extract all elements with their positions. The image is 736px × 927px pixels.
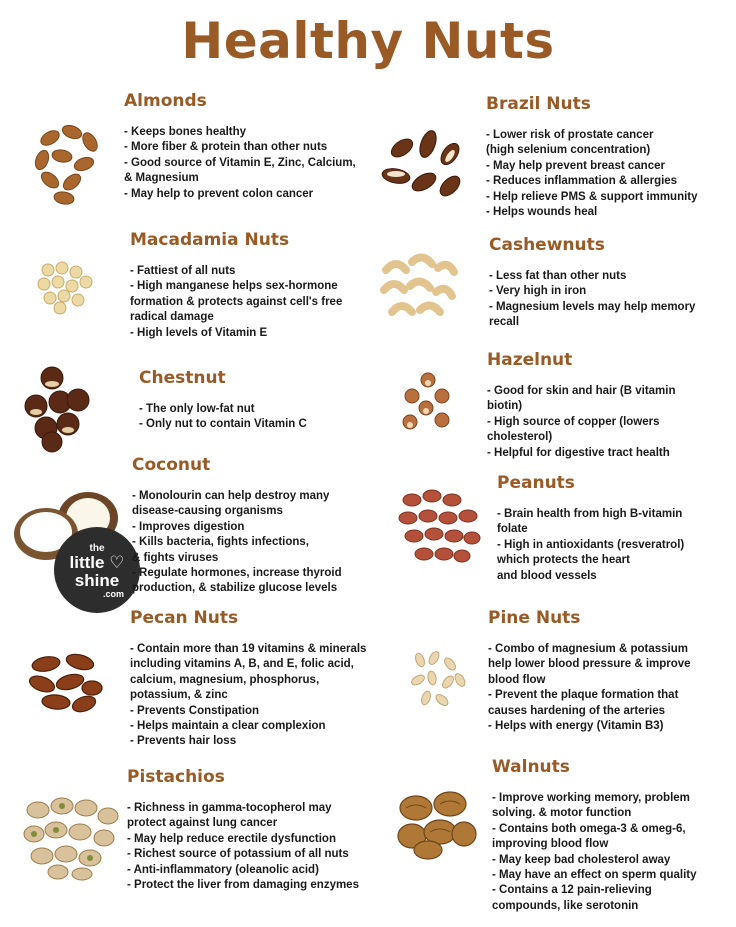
fact-line: formation & protects against cell's free [130,295,343,308]
nut-title: Pecan Nuts [130,608,239,628]
nut-title: Peanuts [497,473,575,493]
fact-line: solving. & motor function [492,807,632,820]
fact-line: production, & stabilize glucose levels [132,582,338,595]
fact-line: folate [497,523,528,536]
fact-line: - Prevents hair loss [130,735,237,748]
nut-section-hazelnut [487,350,676,461]
nut-section-pecan [130,608,366,750]
nut-facts [488,642,691,734]
nut-title: Walnuts [492,757,570,777]
fact-line: blood flow [488,673,546,686]
fact-line: - Richness in gamma-tocopherol may [127,802,332,814]
nut-facts [489,269,695,331]
nut-facts [127,801,359,893]
fact-line: - Protect the liver from damaging enzymes [127,879,359,892]
nut-title: Cashewnuts [489,235,605,255]
almonds-image [28,118,108,208]
fact-line: - High source of copper (lowers [487,415,660,428]
nut-facts [130,642,366,750]
fact-line: - Helps maintain a clear complexion [130,720,326,733]
nut-title: Macadamia Nuts [130,230,290,250]
nut-section-coconut [132,455,342,597]
fact-line: - May keep bad cholesterol away [492,853,671,866]
nut-title: Coconut [132,455,211,475]
fact-line: improving blood flow [492,838,609,851]
fact-line: - Less fat than other nuts [489,270,627,282]
nut-facts [492,791,697,914]
fact-line: - Contain more than 19 vitamins & minerals [130,643,367,655]
fact-line: - High in antioxidants (resveratrol) [497,538,685,551]
fact-line: & Magnesium [124,172,199,185]
fact-line: - Improve working memory, problem [492,792,690,804]
fact-line: - Help relieve PMS & support immunity [486,190,698,203]
peanuts-image [398,488,482,568]
fact-line: & fights viruses [132,551,219,564]
pecan-image [28,650,104,714]
logo-line1: the [89,543,105,554]
fact-line: causes hardening of the arteries [488,704,666,717]
fact-line: - High levels of Vitamin E [130,326,268,339]
hazelnut-image [398,370,458,434]
fact-line: - May help reduce erectile dysfunction [127,832,336,845]
nut-section-macadamia [130,230,342,341]
nut-title: Pistachios [127,767,225,787]
chestnut-image [22,366,92,452]
nut-facts [487,384,676,461]
fact-line: - Contains a 12 pain-relieving [492,884,652,897]
nut-facts [132,489,342,597]
fact-line: calcium, magnesium, phosphorus, [130,673,320,686]
fact-line: biotin) [487,400,523,413]
fact-line: - Helpful for digestive tract health [487,446,670,459]
fact-line: - Fattiest of all nuts [130,265,236,277]
fact-line: compounds, like serotonin [492,899,639,912]
fact-line: - Lower risk of prostate cancer [486,129,654,141]
fact-line: - Helps with energy (Vitamin B3) [488,720,664,733]
fact-line: - Keeps bones healthy [124,126,247,138]
nut-title: Brazil Nuts [486,94,591,114]
fact-line: - Contains both omega-3 & omeg-6, [492,822,686,835]
fact-line: cholesterol) [487,431,553,444]
nut-title: Almonds [124,91,207,111]
fact-line: - Kills bacteria, fights infections, [132,536,310,549]
fact-line: - May have an effect on sperm quality [492,869,697,882]
fact-line: - Magnesium levels may help memory [489,300,696,313]
fact-line: help lower blood pressure & improve [488,658,691,671]
fact-line: - Monolourin can help destroy many [132,490,330,502]
fact-line: recall [489,316,520,329]
fact-line: disease-causing organisms [132,505,283,518]
nut-section-pistachios [127,767,359,893]
fact-line: - Brain health from high B-vitamin [497,508,683,520]
logo-line3: shine [74,571,120,590]
fact-line: - Improves digestion [132,520,245,533]
fact-line: - The only low-fat nut [139,403,255,415]
fact-line: - May help prevent breast cancer [486,159,665,172]
nut-section-peanuts [497,473,684,584]
nut-section-chestnut [139,368,307,433]
pistachios-image [24,794,120,880]
fact-line: which protects the heart [497,554,630,567]
nut-title: Hazelnut [487,350,573,370]
page-title: Healthy Nuts [181,12,555,70]
fact-line: - Anti-inflammatory (oleanolic acid) [127,863,319,876]
nut-facts [124,125,356,202]
fact-line: - High manganese helps sex-hormone [130,280,338,293]
fact-line: protect against lung cancer [127,817,278,830]
nut-facts [497,507,684,584]
nut-title: Pine Nuts [488,608,581,628]
nut-section-brazil [486,94,698,220]
nut-section-walnuts [492,757,697,914]
fact-line: - Reduces inflammation & allergies [486,175,678,188]
fact-line: - Very high in iron [489,285,587,298]
walnuts-image [398,790,478,860]
nut-title: Chestnut [139,368,226,388]
brazil-nuts-image [378,130,468,206]
fact-line: - May help to prevent colon cancer [124,187,314,200]
fact-line: radical damage [130,311,214,324]
logo-line4: .com [102,589,124,599]
fact-line: - Prevent the plaque formation that [488,689,679,702]
pine-nuts-image [410,650,468,710]
nut-facts [139,402,307,433]
nut-section-almonds [124,91,356,202]
fact-line: - Regulate hormones, increase thyroid [132,567,342,580]
fact-line: and blood vessels [497,569,597,582]
nut-facts [130,264,342,341]
nut-section-cashew [489,235,695,331]
fact-line: - Combo of magnesium & potassium [488,643,688,655]
fact-line: including vitamins A, B, and E, folic acid, [130,658,354,671]
fact-line: - Good source of Vitamin E, Zinc, Calcium, [124,156,356,169]
macadamia-image [36,260,96,316]
cashew-image [376,250,466,326]
fact-line: (high selenium concentration) [486,144,651,157]
fact-line: potassium, & zinc [130,689,228,702]
little-shine-logo [54,527,140,613]
logo-line2: little ♡ [69,553,125,572]
nut-section-pine [488,608,691,734]
fact-line: - Richest source of potassium of all nuts [127,848,349,861]
fact-line: - Only nut to contain Vitamin C [139,418,307,431]
nut-facts [486,128,698,220]
fact-line: - Prevents Constipation [130,704,260,717]
fact-line: - Helps wounds heal [486,206,598,219]
fact-line: - More fiber & protein than other nuts [124,141,328,154]
fact-line: - Good for skin and hair (B vitamin [487,385,676,397]
